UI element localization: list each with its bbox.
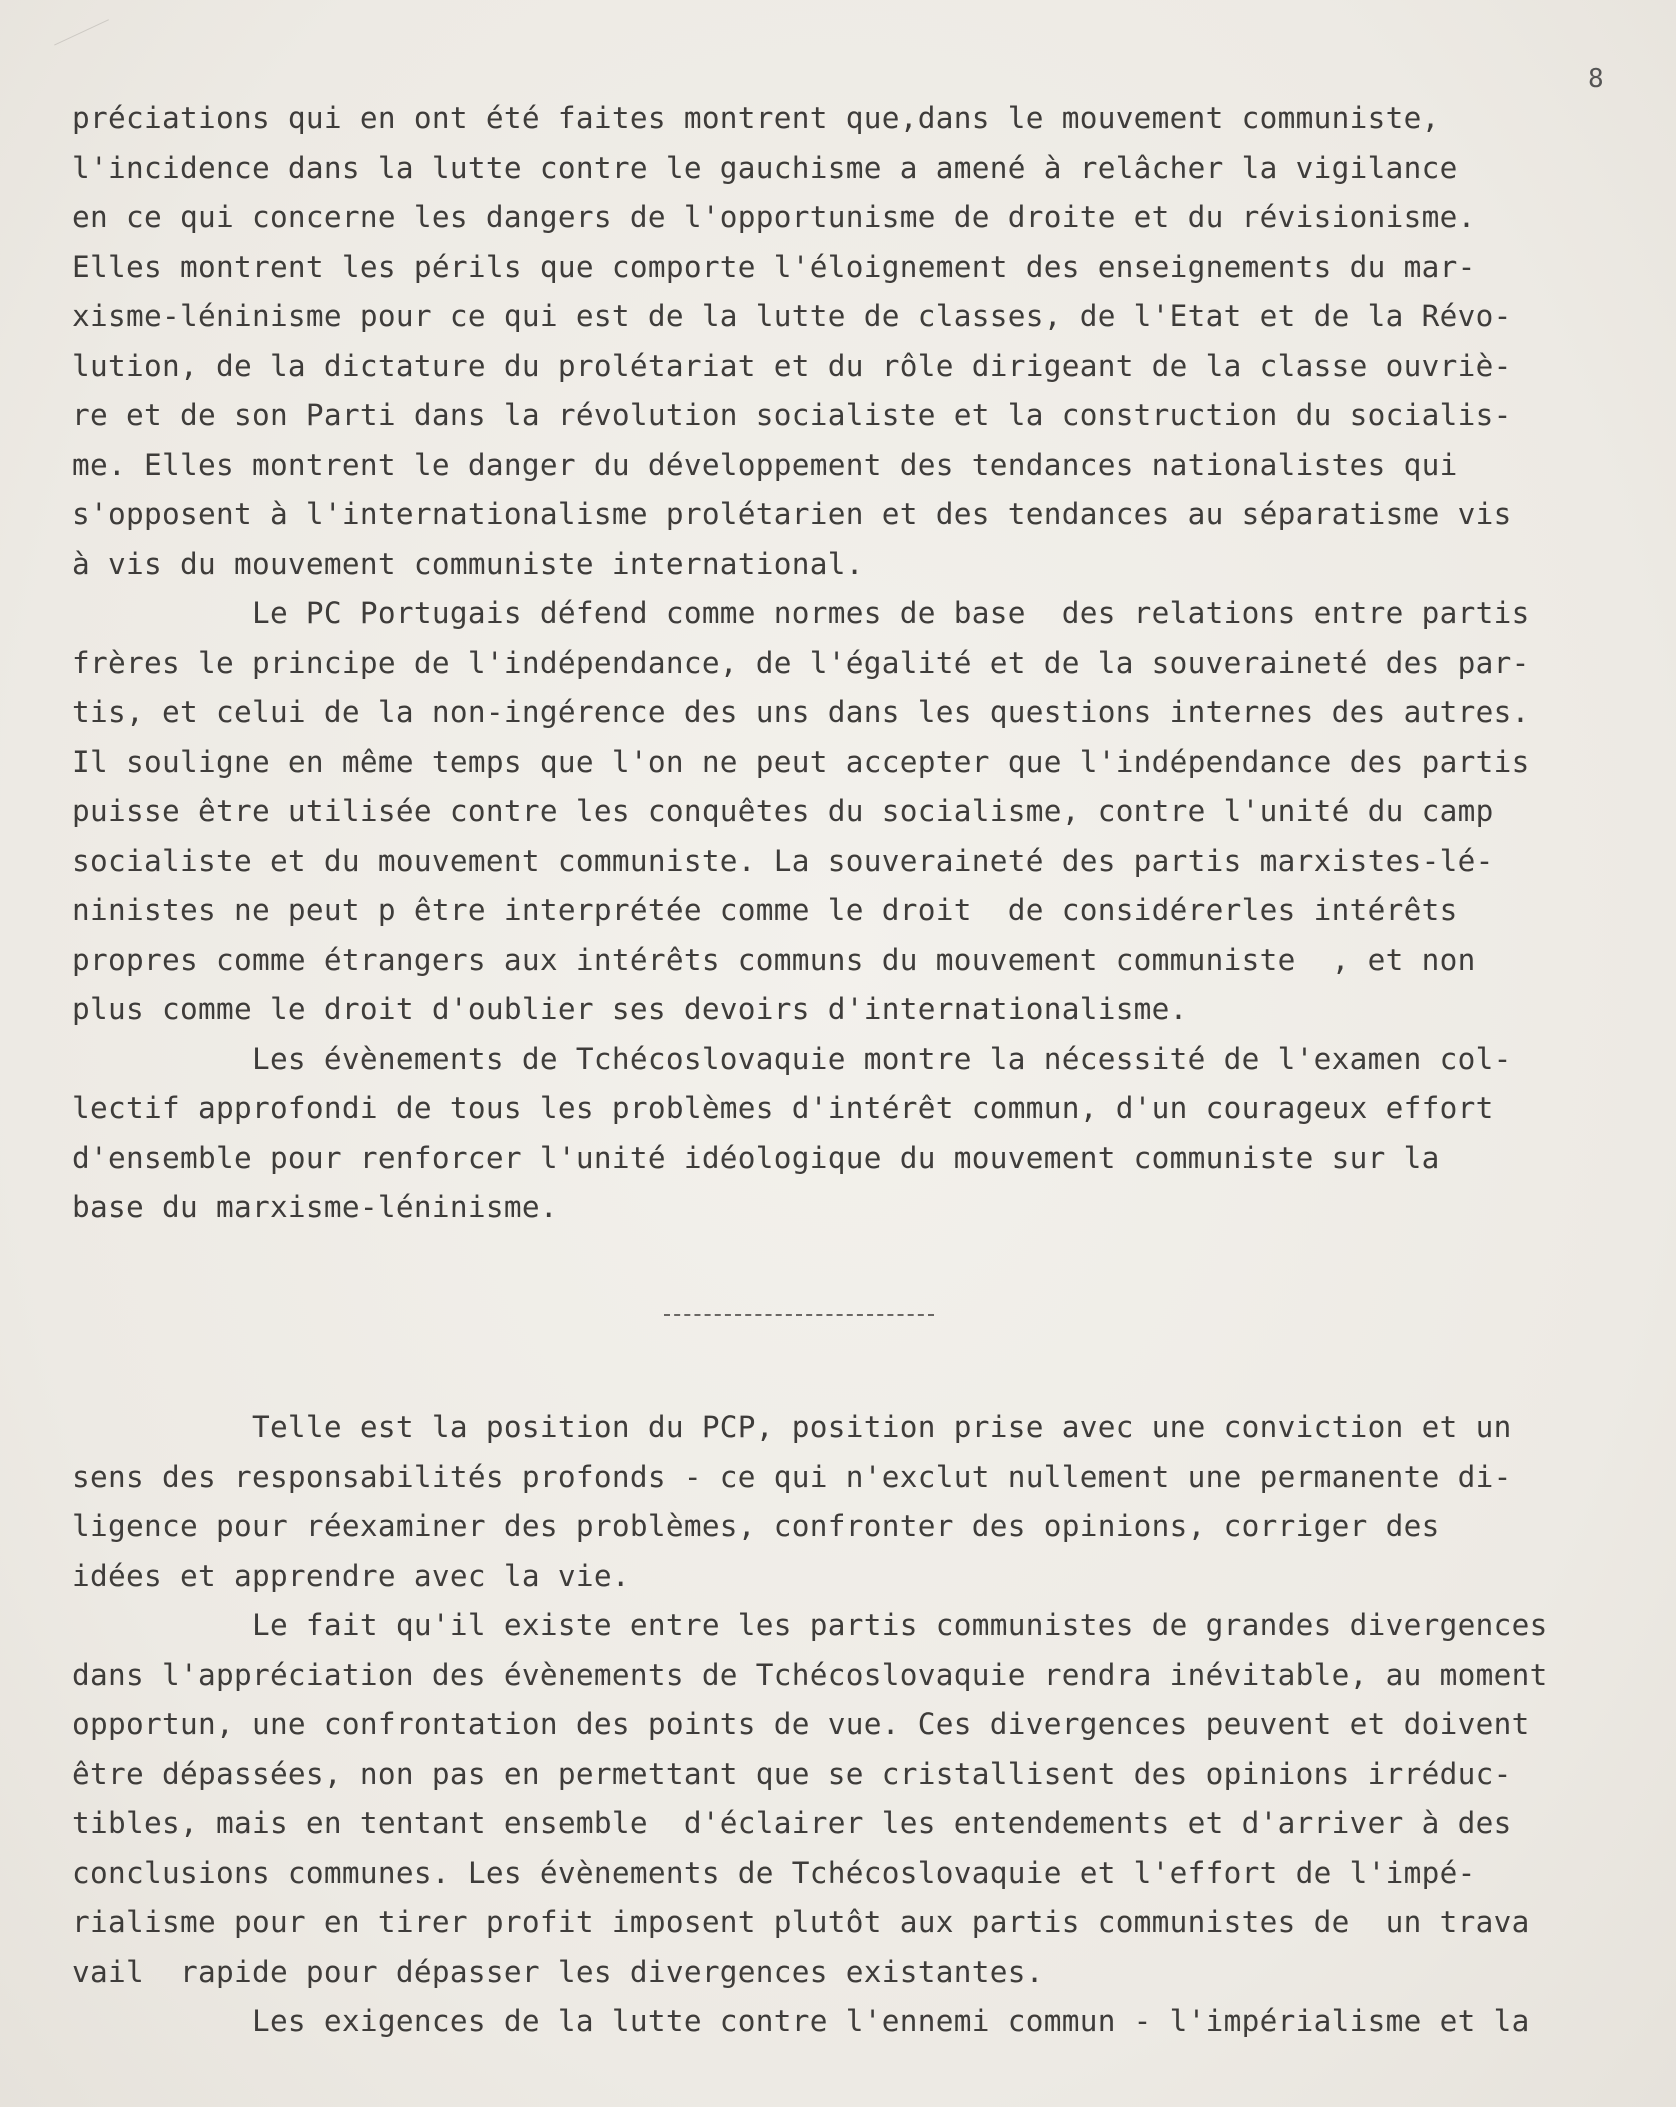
- text-line: préciations qui en ont été faites montrent que,dans le mouvement communiste,: [72, 101, 1440, 135]
- text-line: rialisme pour en tirer profit imposent plutôt aux partis communistes de un trava: [72, 1905, 1530, 1939]
- text-line: Le fait qu'il existe entre les partis communistes de grandes divergences: [72, 1608, 1548, 1642]
- section-separator: [664, 1314, 934, 1316]
- text-line: Telle est la position du PCP, position prise avec une conviction et un: [72, 1410, 1512, 1444]
- text-line: à vis du mouvement communiste international.: [72, 546, 864, 581]
- paper-crease: [54, 19, 126, 82]
- text-line: être dépassées, non pas en permettant que se cristallisent des opinions irréduc-: [72, 1756, 1512, 1791]
- text-line: Il souligne en même temps que l'on ne peut accepter que l'indépendance des partis: [72, 744, 1530, 779]
- text-line: me. Elles montrent le danger du développement des tendances nationalistes qui: [72, 447, 1458, 482]
- text-line: plus comme le droit d'oublier ses devoirs d'internationalisme.: [72, 992, 1188, 1026]
- text-line: tibles, mais en tentant ensemble d'éclairer les entendements et d'arriver à des: [72, 1806, 1512, 1840]
- text-line: Elles montrent les périls que comporte l'éloignement des enseignements du mar-: [72, 249, 1476, 284]
- text-line: Les évènements de Tchécoslovaquie montre la nécessité de l'examen col-: [72, 1041, 1512, 1076]
- text-line: dans l'appréciation des évènements de Tchécoslovaquie rendra inévitable, au moment: [72, 1657, 1548, 1692]
- text-line: frères le principe de l'indépendance, de l'égalité et de la souveraineté des par-: [72, 645, 1530, 680]
- text-block-second: [72, 1403, 1662, 2047]
- text-line: socialiste et du mouvement communiste. La souveraineté des partis marxistes-lé-: [72, 843, 1494, 878]
- text-line: tis, et celui de la non-ingérence des uns dans les questions internes des autres.: [72, 695, 1530, 729]
- text-line: lectif approfondi de tous les problèmes d'intérêt commun, d'un courageux effort: [72, 1091, 1494, 1125]
- text-line: ninistes ne peut p être interprétée comme le droit de considérerles intérêts: [72, 893, 1458, 927]
- text-line: d'ensemble pour renforcer l'unité idéologique du mouvement communiste sur la: [72, 1140, 1440, 1175]
- text-line: Le PC Portugais défend comme normes de base des relations entre partis: [72, 596, 1530, 630]
- text-line: ligence pour réexaminer des problèmes, confronter des opinions, corriger des: [72, 1509, 1440, 1543]
- text-line: en ce qui concerne les dangers de l'opportunisme de droite et du révisionisme.: [72, 200, 1476, 234]
- text-line: opportun, une confrontation des points de vue. Ces divergences peuvent et doivent: [72, 1707, 1530, 1741]
- text-line: conclusions communes. Les évènements de Tchécoslovaquie et l'effort de l'impé-: [72, 1855, 1476, 1890]
- text-line: propres comme étrangers aux intérêts communs du mouvement communiste , et non: [72, 942, 1476, 977]
- text-line: vail rapide pour dépasser les divergences existantes.: [72, 1954, 1044, 1989]
- text-line: sens des responsabilités profonds - ce qui n'exclut nullement une permanente di-: [72, 1459, 1512, 1494]
- text-block-first: [72, 94, 1662, 1233]
- text-line: s'opposent à l'internationalisme prolétarien et des tendances au séparatisme vis: [72, 497, 1512, 531]
- text-line: puisse être utilisée contre les conquêtes du socialisme, contre l'unité du camp: [72, 794, 1494, 828]
- text-line: base du marxisme-léninisme.: [72, 1190, 558, 1224]
- page-number: 8: [1588, 64, 1604, 94]
- text-line: re et de son Parti dans la révolution socialiste et la construction du socialis-: [72, 398, 1512, 432]
- text-line: lution, de la dictature du prolétariat et du rôle dirigeant de la classe ouvriè-: [72, 348, 1512, 383]
- text-line: l'incidence dans la lutte contre le gauchisme a amené à relâcher la vigilance: [72, 150, 1458, 185]
- text-line: Les exigences de la lutte contre l'ennemi commun - l'impérialisme et la: [72, 2004, 1530, 2038]
- text-line: idées et apprendre avec la vie.: [72, 1558, 630, 1593]
- text-line: xisme-léninisme pour ce qui est de la lutte de classes, de l'Etat et de la Révo-: [72, 299, 1512, 333]
